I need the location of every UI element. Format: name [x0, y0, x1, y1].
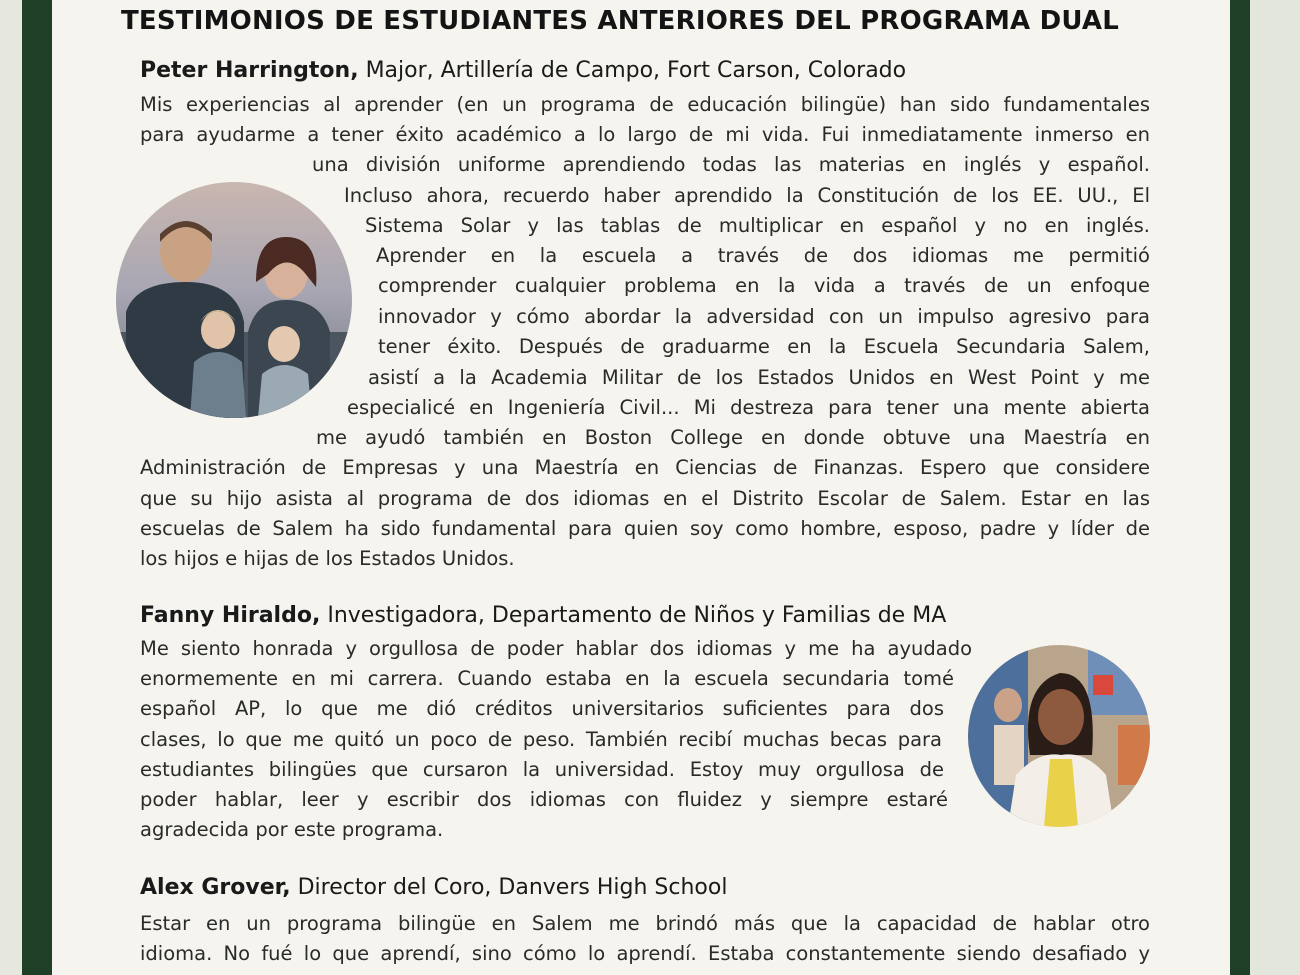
testimonial-line: español AP, lo que me dió créditos universitarios suficientes para dos	[140, 698, 944, 720]
testimonial-line: agradecida por este programa.	[140, 818, 444, 841]
testimonial-role: Major, Artillería de Campo, Fort Carson, Colorado	[365, 58, 907, 83]
testimonial-line: idioma. No fué lo que aprendí, sino cómo lo aprendí. Estaba constantemente siendo desafiado y	[140, 943, 1150, 965]
testimonial-line: escuelas de Salem ha sido fundamental para quien soy como hombre, esposo, padre y líder de	[140, 518, 1150, 540]
portrait-photo	[968, 645, 1150, 827]
testimonial-name: Peter Harrington,	[140, 58, 359, 83]
testimonial-role: Investigadora, Departamento de Niños y Familias de MA	[327, 603, 947, 628]
testimonial-line: Estar en un programa bilingüe en Salem me brindó más que la capacidad de hablar otro	[140, 913, 1150, 935]
family-photo	[116, 182, 352, 418]
testimonial-line: asistí a la Academia Militar de los Estados Unidos en West Point y me	[368, 367, 1150, 389]
page-heading: TESTIMONIOS DE ESTUDIANTES ANTERIORES DEL PROGRAMA DUAL	[120, 6, 1120, 36]
testimonial-line: comprender cualquier problema en la vida a través de un enfoque	[378, 275, 1150, 297]
paper-edge-left	[0, 0, 22, 975]
testimonial-header	[140, 875, 727, 900]
testimonial-line: clases, lo que me quitó un poco de peso. También recibí muchas becas para	[140, 729, 942, 751]
testimonial-line: innovador y cómo abordar la adversidad con un impulso agresivo para	[378, 306, 1150, 328]
testimonial-line: Me siento honrada y orgullosa de poder hablar dos idiomas y me ha ayudado	[140, 638, 972, 660]
testimonial-line: Aprender en la escuela a través de dos idiomas me permitió	[376, 245, 1150, 267]
testimonial-name: Fanny Hiraldo,	[140, 603, 321, 628]
testimonial-line: me ayudó también en Boston College en donde obtuve una Maestría en	[316, 427, 1150, 449]
testimonial-line: los hijos e hijas de los Estados Unidos.	[140, 547, 515, 570]
testimonial-line: especialicé en Ingeniería Civil... Mi destreza para tener una mente abierta	[347, 397, 1150, 419]
testimonial-header	[140, 603, 946, 628]
testimonial-line: una división uniforme aprendiendo todas las materias en inglés y español.	[312, 154, 1150, 176]
testimonial-line: estudiantes bilingües que cursaron la universidad. Estoy muy orgullosa de	[140, 759, 944, 781]
testimonial-line: Mis experiencias al aprender (en un programa de educación bilingüe) han sido fundamentales	[140, 94, 1150, 116]
testimonial-line: Sistema Solar y las tablas de multiplicar en español y no en inglés.	[365, 215, 1150, 237]
testimonial-role: Director del Coro, Danvers High School	[297, 875, 728, 900]
testimonial-line: enormemente en mi carrera. Cuando estaba en la escuela secundaria tomé	[140, 668, 954, 690]
testimonial-line: que su hijo asista al programa de dos idiomas en el Distrito Escolar de Salem. Estar en las	[140, 488, 1150, 510]
testimonial-header	[140, 58, 906, 83]
testimonial-line: poder hablar, leer y escribir dos idiomas con fluidez y siempre estaré	[140, 789, 948, 811]
paper-edge-right	[1250, 0, 1300, 975]
testimonial-line: para ayudarme a tener éxito académico a lo largo de mi vida. Fui inmediatamente inmerso en	[140, 124, 1150, 146]
testimonial-line: Administración de Empresas y una Maestría en Ciencias de Finanzas. Espero que considere	[140, 457, 1150, 479]
testimonial-name: Alex Grover,	[140, 875, 291, 900]
testimonial-line: Incluso ahora, recuerdo haber aprendido la Constitución de los EE. UU., El	[344, 185, 1150, 207]
testimonial-line: tener éxito. Después de graduarme en la Escuela Secundaria Salem,	[378, 336, 1150, 358]
